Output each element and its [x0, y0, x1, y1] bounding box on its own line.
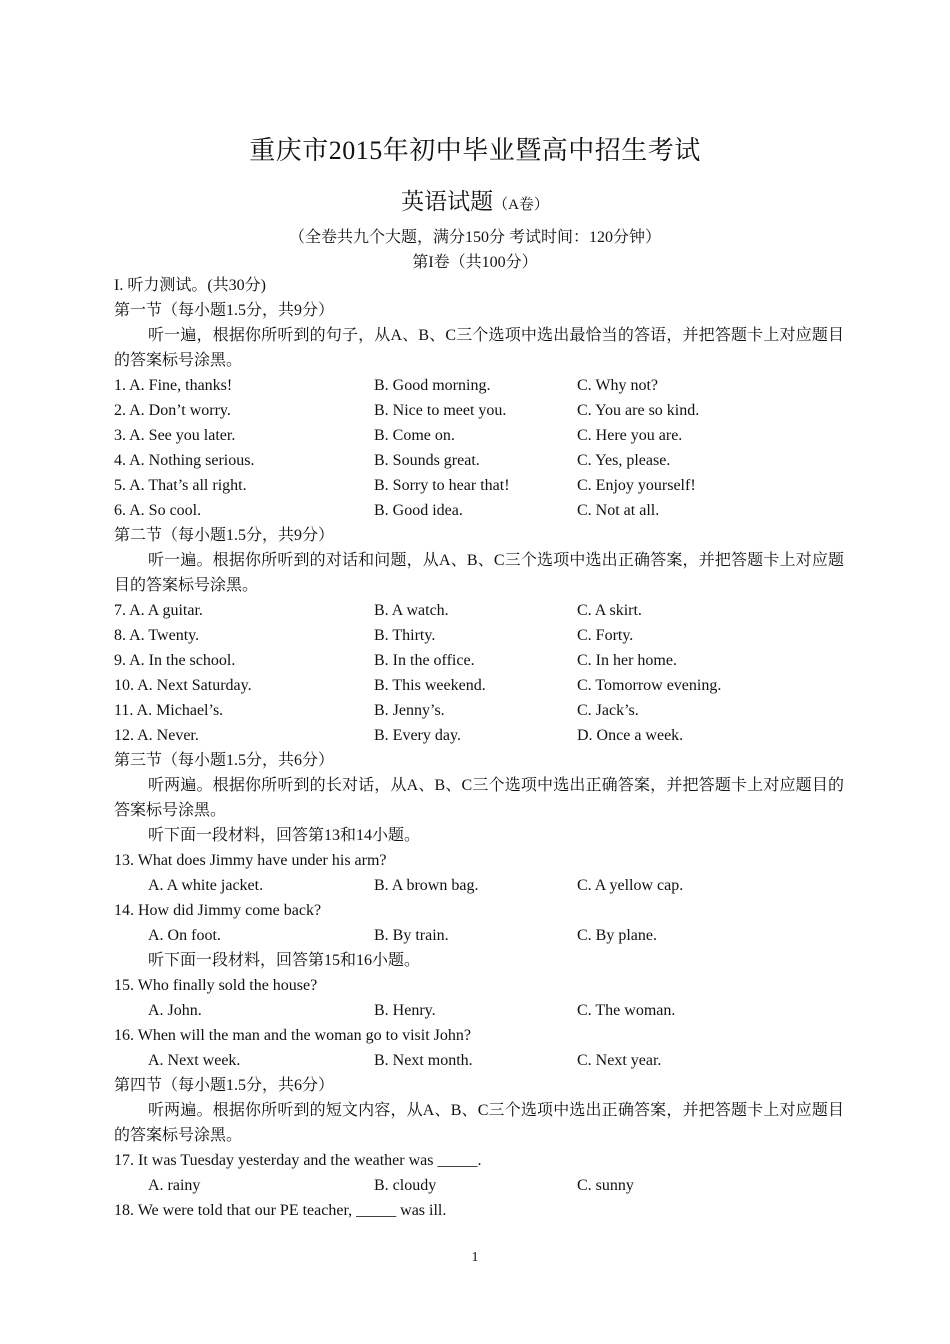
option-b: B. Jenny’s. — [374, 702, 445, 719]
option-c: C. The woman. — [577, 1002, 676, 1019]
section-heading: 第二节（每小题1.5分，共9分） — [114, 527, 335, 544]
option-b: B. A watch. — [374, 602, 449, 619]
option-c: C. Enjoy yourself! — [577, 477, 696, 494]
question-row — [114, 398, 844, 423]
option-b: B. This weekend. — [374, 677, 486, 694]
question-row — [114, 1048, 844, 1073]
option-a: 11. A. Michael’s. — [114, 702, 224, 719]
question-stem: 17. It was Tuesday yesterday and the weather was _____. — [114, 1152, 482, 1169]
question-row — [114, 623, 844, 648]
section-instruction — [114, 773, 844, 823]
option-b: B. By train. — [374, 927, 449, 944]
option-a: 12. A. Never. — [114, 727, 199, 744]
option-c: D. Once a week. — [577, 727, 684, 744]
instruction-text: 听两遍。根据你所听到的短文内容，从A、B、C三个选项中选出正确答案，并把答题卡上对应题目的答案标号涂黑。 — [114, 1102, 844, 1144]
option-a: A. Next week. — [148, 1052, 241, 1069]
question-row — [114, 1173, 844, 1198]
option-a: A. On foot. — [148, 927, 221, 944]
page-number: 1 — [471, 1250, 479, 1265]
question-row — [114, 473, 844, 498]
option-b: B. Every day. — [374, 727, 461, 744]
exam-info: （全卷共九个大题，满分150分 考试时间：120分钟） — [288, 229, 661, 246]
section-instruction — [114, 1098, 844, 1148]
question-row — [114, 448, 844, 473]
option-c: C. Tomorrow evening. — [577, 677, 722, 694]
option-c: C. Jack’s. — [577, 702, 639, 719]
option-b: B. Thirty. — [374, 627, 436, 644]
exam-title: 重庆市2015年初中毕业暨高中招生考试 — [249, 136, 701, 165]
section-heading: 第三节（每小题1.5分，共6分） — [114, 752, 335, 769]
option-a: 2. A. Don’t worry. — [114, 402, 231, 419]
option-a: A. rainy — [148, 1177, 201, 1194]
exam-content — [114, 273, 844, 1223]
question-stem: 15. Who finally sold the house? — [114, 977, 318, 994]
option-b: B. Come on. — [374, 427, 455, 444]
question-row — [114, 698, 844, 723]
instruction-text: 听一遍。根据你所听到的对话和问题，从A、B、C三个选项中选出正确答案，并把答题卡上对应题目的答案标号涂黑。 — [114, 552, 844, 594]
option-b: B. Henry. — [374, 1002, 436, 1019]
question-stem: 13. What does Jimmy have under his arm? — [114, 852, 387, 869]
question-row — [114, 998, 844, 1023]
option-c: C. Here you are. — [577, 427, 683, 444]
section-heading: 第四节（每小题1.5分，共6分） — [114, 1077, 335, 1094]
question-row — [114, 423, 844, 448]
question-row — [114, 923, 844, 948]
option-c: C. Yes, please. — [577, 452, 671, 469]
question-row — [114, 373, 844, 398]
option-a: 3. A. See you later. — [114, 427, 236, 444]
option-a: 10. A. Next Saturday. — [114, 677, 252, 694]
option-b: B. In the office. — [374, 652, 475, 669]
option-a: 5. A. That’s all right. — [114, 477, 247, 494]
option-a: 7. A. A guitar. — [114, 602, 203, 619]
subtitle-paper: （A卷） — [493, 197, 549, 213]
option-b: B. cloudy — [374, 1177, 437, 1194]
question-row — [114, 723, 844, 748]
material-intro: 听下面一段材料，回答第13和14小题。 — [148, 827, 421, 844]
option-c: C. Not at all. — [577, 502, 660, 519]
question-row — [114, 498, 844, 523]
option-c: C. A skirt. — [577, 602, 642, 619]
option-c: C. You are so kind. — [577, 402, 700, 419]
option-c: C. Next year. — [577, 1052, 662, 1069]
section-instruction — [114, 323, 844, 373]
instruction-text: 听两遍。根据你所听到的长对话，从A、B、C三个选项中选出正确答案，并把答题卡上对应题目的答案标号涂黑。 — [114, 777, 844, 819]
option-c: C. In her home. — [577, 652, 677, 669]
option-a: 6. A. So cool. — [114, 502, 202, 519]
option-c: C. Why not? — [577, 377, 659, 394]
question-row — [114, 673, 844, 698]
option-b: B. Good morning. — [374, 377, 491, 394]
option-a: A. John. — [148, 1002, 202, 1019]
option-c: C. By plane. — [577, 927, 657, 944]
option-a: 4. A. Nothing serious. — [114, 452, 255, 469]
part-heading: I. 听力测试。(共30分) — [114, 277, 266, 294]
option-b: B. Next month. — [374, 1052, 473, 1069]
question-stem: 14. How did Jimmy come back? — [114, 902, 322, 919]
option-b: B. Sounds great. — [374, 452, 480, 469]
option-a: 1. A. Fine, thanks! — [114, 377, 233, 394]
section-instruction — [114, 548, 844, 598]
option-c: C. A yellow cap. — [577, 877, 684, 894]
option-a: 9. A. In the school. — [114, 652, 236, 669]
subtitle-main: 英语试题 — [401, 189, 494, 214]
option-c: C. Forty. — [577, 627, 634, 644]
option-b: B. Good idea. — [374, 502, 463, 519]
option-b: B. Nice to meet you. — [374, 402, 507, 419]
question-row — [114, 873, 844, 898]
option-b: B. A brown bag. — [374, 877, 479, 894]
question-row — [114, 598, 844, 623]
option-a: A. A white jacket. — [148, 877, 264, 894]
instruction-text: 听一遍，根据你所听到的句子，从A、B、C三个选项中选出最恰当的答语，并把答题卡上对应题目的答案标号涂黑。 — [114, 327, 844, 369]
option-b: B. Sorry to hear that! — [374, 477, 510, 494]
question-row — [114, 648, 844, 673]
volume-heading: 第I卷（共100分） — [412, 254, 538, 271]
paper-subtitle — [0, 183, 950, 216]
question-stem: 18. We were told that our PE teacher, _____ was ill. — [114, 1202, 447, 1219]
option-c: C. sunny — [577, 1177, 634, 1194]
option-a: 8. A. Twenty. — [114, 627, 200, 644]
section-heading: 第一节（每小题1.5分，共9分） — [114, 302, 335, 319]
question-stem: 16. When will the man and the woman go to visit John? — [114, 1027, 471, 1044]
material-intro: 听下面一段材料，回答第15和16小题。 — [148, 952, 421, 969]
